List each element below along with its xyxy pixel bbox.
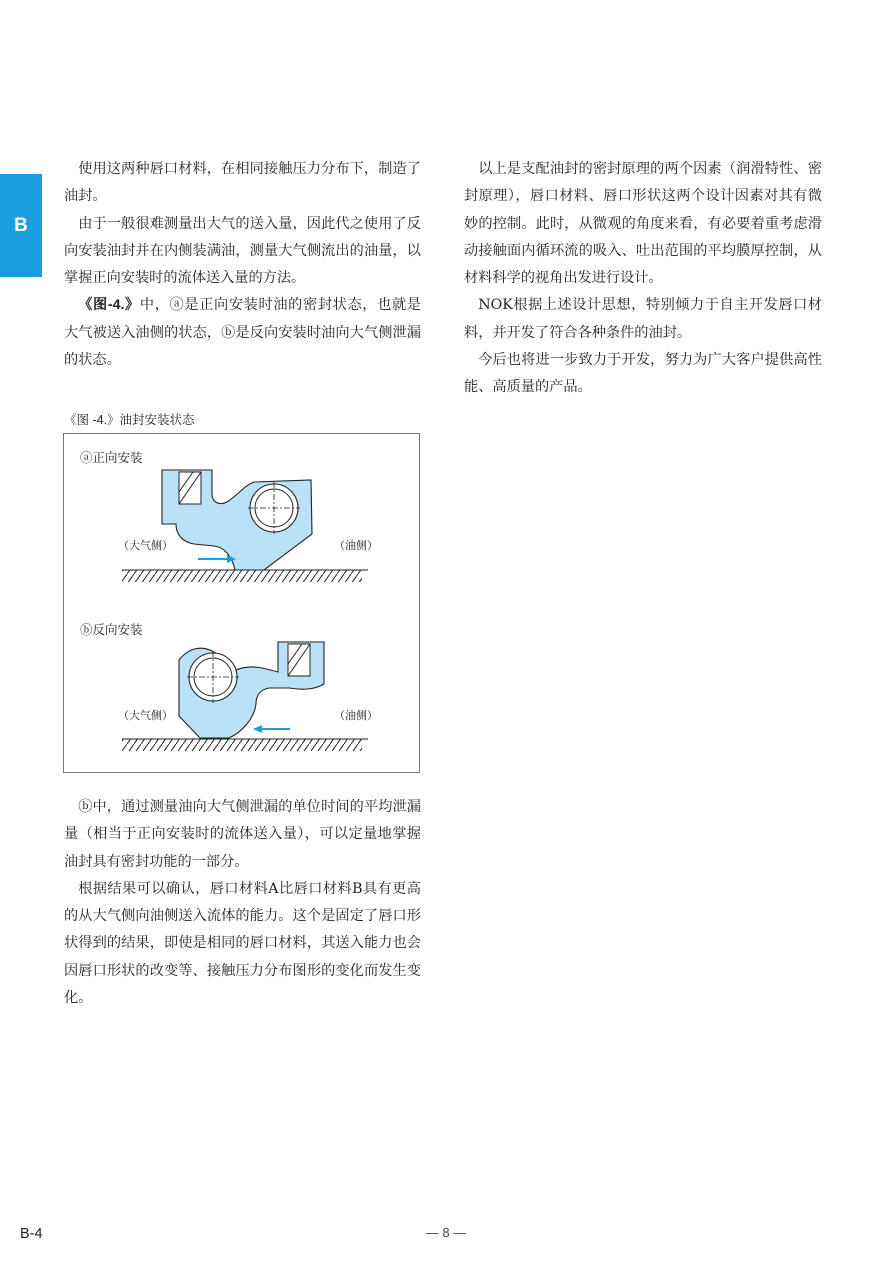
paragraph [64, 292, 421, 374]
paragraph: 使用这两种唇口材料，在相同接触压力分布下，制造了油封。 [64, 161, 421, 205]
left-column-lower [64, 794, 421, 1012]
page-number: — 8 — [425, 1225, 467, 1240]
paragraph: ⓑ中，通过测量油向大气侧泄漏的单位时间的平均泄漏量（相当于正向安装时的流体送入量），可以定量地掌握油封具有密封功能的一部分。 [64, 799, 421, 870]
paragraph: 今后也将进一步致力于开发，努力为广大客户提供高性能、高质量的产品。 [464, 352, 822, 396]
figure-oil-seal-installation [63, 433, 420, 773]
figure-reference: 《图-4.》 [78, 297, 140, 314]
paragraph: 以上是支配油封的密封原理的两个因素（润滑特性、密封原理），唇口材料、唇口形状这两个设计因素对其有微妙的控制。此时，从微观的角度来看，有必要着重考虑滑动接触面内循环流的吸入、吐出范围的平均膜厚控制，从材料科学的视角出发进行设计。 [464, 161, 822, 287]
left-column-upper [64, 156, 421, 374]
figure-caption: 《图 -4.》油封安装状态 [64, 413, 195, 427]
section-tab [0, 174, 42, 277]
panel-a-oil-label: （油侧） [334, 540, 378, 552]
paragraph: NOK根据上述设计思想，特别倾力于自主开发唇口材料，并开发了符合各种条件的油封。 [464, 297, 822, 341]
section-tab-label: B [14, 214, 28, 236]
panel-a-atmosphere-label: （大气侧） [118, 540, 173, 552]
paragraph: 根据结果可以确认，唇口材料A比唇口材料B具有更高的从大气侧向油侧送入流体的能力。这个是固定了唇口形状得到的结果，即使是相同的唇口材料，其送入能力也会因唇口形状的改变等、接触压力分布图形的变化而发生变化。 [64, 880, 421, 1007]
panel-b-oil-label: （油侧） [334, 710, 378, 722]
panel-a-title: ⓐ正向安装 [80, 451, 143, 465]
panel-b-title: ⓑ反向安装 [80, 623, 143, 637]
panel-b-atmosphere-label: （大气侧） [118, 710, 173, 722]
panel-b-shaft [122, 739, 362, 751]
panel-a-shaft [122, 570, 362, 582]
paragraph: 由于一般很难测量出大气的送入量，因此代之使用了反向安装油封并在内侧装满油，测量大气侧流出的油量，以掌握正向安装时的流体送入量的方法。 [64, 215, 421, 287]
section-page-number: B-4 [20, 1226, 43, 1242]
panel-b-flow-arrow [253, 725, 262, 733]
figure-drawing [64, 434, 421, 774]
right-column [464, 156, 822, 402]
paragraph-text: 中，ⓐ是正向安装时油的密封状态，也就是大气被送入油侧的状态，ⓑ是反向安装时油向大气侧泄漏的状态。 [64, 297, 421, 369]
